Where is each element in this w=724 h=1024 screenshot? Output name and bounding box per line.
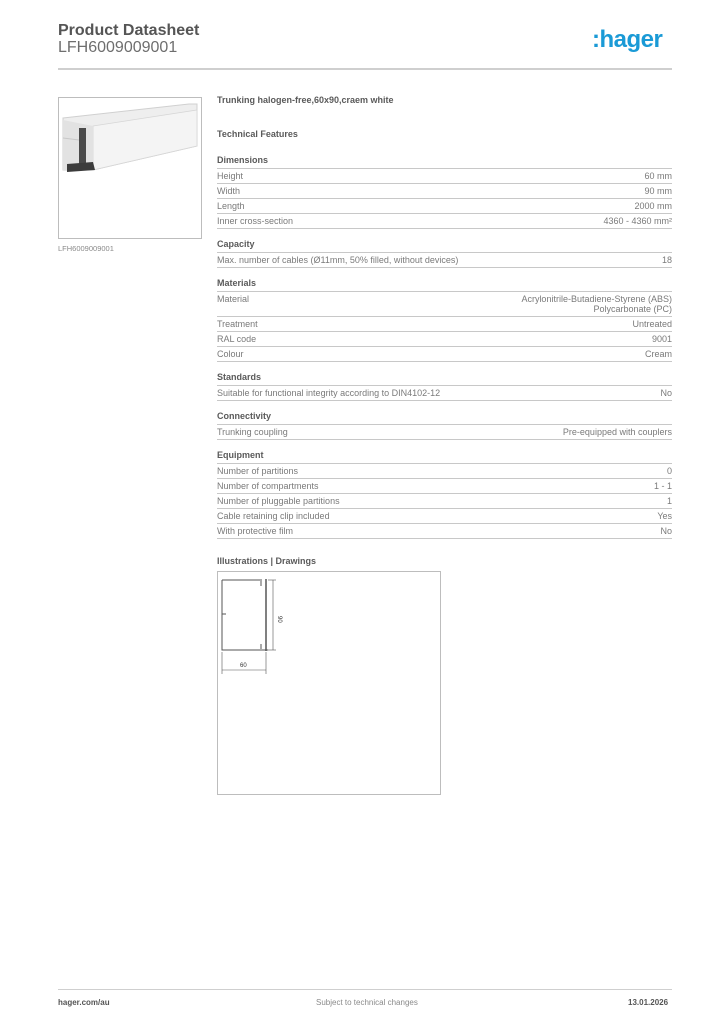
spec-label: Height: [217, 171, 244, 181]
spec-value: [521, 294, 672, 314]
spec-label: Treatment: [217, 319, 258, 329]
svg-text:90: 90: [276, 616, 282, 623]
spec-row: [217, 317, 672, 332]
technical-features-title: Technical Features: [217, 129, 298, 139]
spec-value: 60 mm: [644, 171, 672, 181]
spec-row: [217, 332, 672, 347]
spec-label: Cable retaining clip included: [217, 511, 330, 521]
trunking-product-image: [59, 98, 201, 238]
group-capacity: [217, 239, 672, 268]
group-title: Connectivity: [217, 411, 672, 425]
spec-value: Untreated: [632, 319, 672, 329]
photo-caption: LFH6009009001: [58, 244, 114, 253]
group-title: Materials: [217, 278, 672, 292]
spec-label: Width: [217, 186, 241, 196]
product-code: LFH6009009001: [58, 39, 178, 56]
technical-drawing: [217, 571, 441, 795]
svg-text:60: 60: [240, 663, 247, 669]
spec-value: 0: [666, 466, 672, 476]
spec-row: [217, 214, 672, 229]
group-equipment: [217, 450, 672, 539]
group-title: Equipment: [217, 450, 672, 464]
spec-value: 18: [661, 255, 672, 265]
spec-row: [217, 199, 672, 214]
spec-value: Pre-equipped with couplers: [562, 427, 672, 437]
footer-date: 13.01.2026: [628, 998, 669, 1007]
spec-row: [217, 524, 672, 539]
footer-divider: [58, 989, 672, 990]
spec-value: 9001: [651, 334, 672, 344]
spec-value: 1: [666, 496, 672, 506]
spec-label: Trunking coupling: [217, 427, 288, 437]
spec-value-line: Acrylonitrile-Butadiene-Styrene (ABS): [521, 294, 672, 304]
spec-label: Length: [217, 201, 245, 211]
product-title: Trunking halogen-free,60x90,craem white: [217, 95, 394, 105]
spec-value: 1 - 1: [653, 481, 672, 491]
group-dimensions: [217, 155, 672, 229]
spec-row: [217, 494, 672, 509]
spec-row: [217, 253, 672, 268]
spec-value: Yes: [657, 511, 672, 521]
illustrations-title: Illustrations | Drawings: [217, 556, 317, 566]
header-divider: [58, 68, 672, 70]
spec-row: [217, 292, 672, 317]
spec-label: Colour: [217, 349, 244, 359]
spec-label: Material: [217, 294, 250, 304]
spec-label: Number of partitions: [217, 466, 299, 476]
spec-row: [217, 425, 672, 440]
footer-website-link[interactable]: hager.com/au: [58, 998, 110, 1007]
group-title: Capacity: [217, 239, 672, 253]
cross-section-drawing-icon: [218, 572, 440, 794]
spec-row: [217, 386, 672, 401]
spec-row: [217, 347, 672, 362]
spec-label: With protective film: [217, 526, 294, 536]
spec-value: No: [660, 388, 672, 398]
group-materials: [217, 278, 672, 362]
spec-label: Number of compartments: [217, 481, 319, 491]
product-photo: [58, 97, 202, 239]
group-standards: [217, 372, 672, 401]
hager-logo: :hager: [592, 26, 663, 53]
group-title: Standards: [217, 372, 672, 386]
spec-value: No: [660, 526, 672, 536]
spec-label: Max. number of cables (Ø11mm, 50% filled, without devices): [217, 255, 459, 265]
spec-value: 90 mm: [644, 186, 672, 196]
spec-label: Number of pluggable partitions: [217, 496, 340, 506]
spec-label: Suitable for functional integrity according to DIN4102-12: [217, 388, 441, 398]
spec-row: [217, 184, 672, 199]
main-content: [217, 95, 672, 566]
spec-row: [217, 169, 672, 184]
spec-row: [217, 479, 672, 494]
footer-notice: Subject to technical changes: [316, 998, 418, 1007]
spec-label: RAL code: [217, 334, 257, 344]
spec-value-line: Polycarbonate (PC): [593, 304, 672, 314]
spec-value: 4360 - 4360 mm²: [603, 216, 672, 226]
page-title: Product Datasheet: [58, 22, 200, 39]
spec-value: Cream: [644, 349, 672, 359]
group-connectivity: [217, 411, 672, 440]
spec-row: [217, 509, 672, 524]
group-title: Dimensions: [217, 155, 672, 169]
spec-row: [217, 464, 672, 479]
spec-value: 2000 mm: [634, 201, 672, 211]
spec-label: Inner cross-section: [217, 216, 294, 226]
